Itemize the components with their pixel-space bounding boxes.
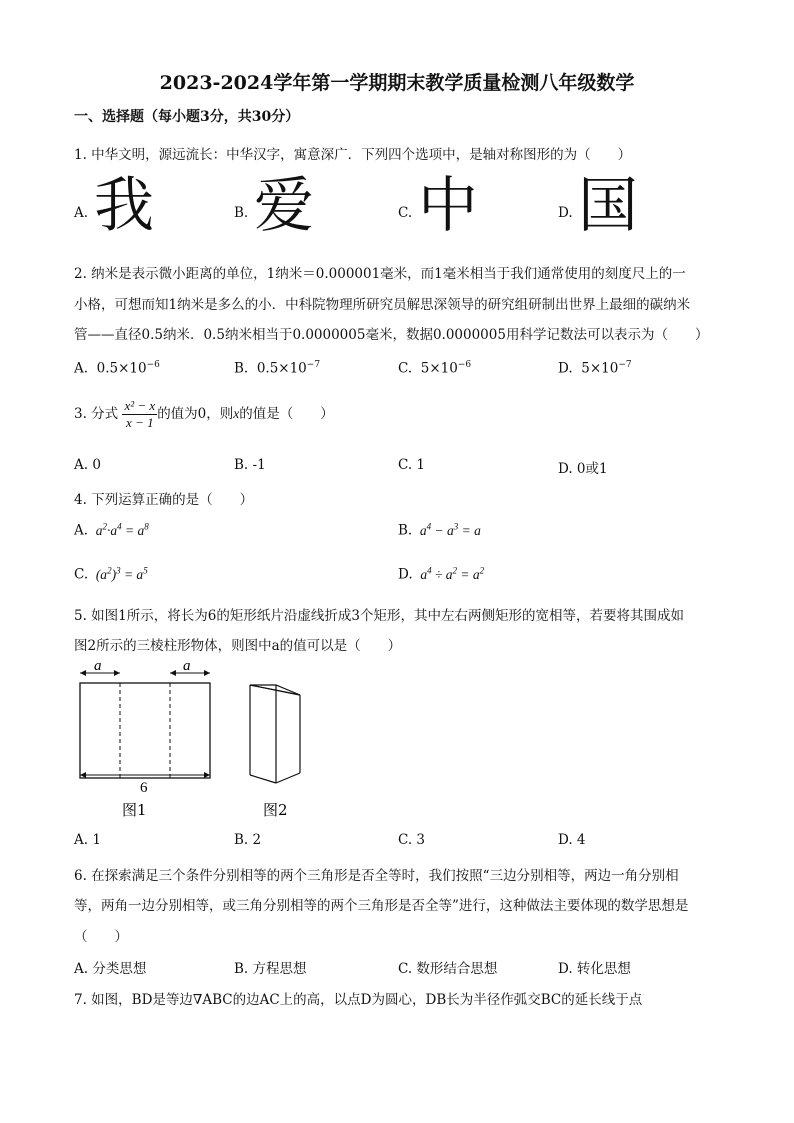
- q6-option-b: B. 方程思想: [234, 961, 307, 977]
- q4-option-c-expr: $(a^2)^3 = a^5$: [92, 565, 148, 582]
- question-4-text: 4. 下列运算正确的是（ ）: [74, 492, 254, 508]
- figure-1-length: 6: [140, 780, 148, 796]
- q5-option-a: A. 1: [74, 832, 101, 848]
- q4-option-c: [74, 565, 148, 583]
- q5-option-b: B. 2: [234, 832, 262, 848]
- q2-option-b-exp: −7: [306, 360, 321, 370]
- question-7-text: 7. 如图，BD是等边∇ABC的边AC上的高，以点D为圆心，DB长为半径作弧交BC的延长线于点: [74, 992, 643, 1008]
- q4-option-b: [398, 521, 481, 539]
- question-6-line-1: 6. 在探索满足三个条件分别相等的两个三角形是否全等时，我们按照“三边分别相等，两边一角分别相: [74, 868, 679, 884]
- q3-numerator: x² − x: [124, 398, 156, 413]
- question-3: [74, 398, 334, 431]
- q3-option-c: C. 1: [398, 457, 426, 473]
- q3-option-a: A. 0: [74, 457, 101, 473]
- q2-option-c: [398, 360, 471, 377]
- question-6-line-3: （ ）: [74, 929, 128, 945]
- q2-option-b: [234, 360, 320, 377]
- q2-option-a-exp: −6: [146, 360, 160, 370]
- q1-option-a-label: A.: [74, 205, 89, 221]
- q5-option-c: C. 3: [398, 832, 426, 848]
- figure-1-drawing: [80, 670, 210, 778]
- question-5-line-2: 图2所示的三棱柱形物体，则图中a的值可以是（ ）: [74, 638, 402, 654]
- q1-option-a-char: 我: [94, 171, 154, 241]
- q4-option-b-label: B.: [398, 522, 413, 539]
- q1-option-c-char: 中: [418, 171, 478, 241]
- q3-suffix-b: 的值是（ ）: [239, 406, 334, 422]
- q4-option-d-label: D.: [398, 566, 413, 583]
- q6-option-c: C. 数形结合思想: [398, 961, 498, 977]
- q5-option-d: D. 4: [558, 832, 586, 848]
- q1-option-d-label: D.: [558, 205, 573, 221]
- q2-option-b-base: 0.5×10: [256, 360, 307, 377]
- q6-option-a: A. 分类思想: [74, 961, 147, 977]
- q4-option-a-expr: $a^2\cdot a^4 = a^8$: [92, 521, 149, 538]
- q2-option-b-label: B.: [234, 360, 249, 377]
- section-heading: 一、选择题（每小题3分，共30分）: [74, 109, 300, 125]
- q4-option-a-label: A.: [74, 522, 89, 539]
- q3-fraction: [122, 398, 157, 431]
- q3-option-d: D. 0或1: [558, 461, 608, 477]
- q3-prefix: 3. 分式: [74, 406, 119, 422]
- q3-denominator: x − 1: [126, 415, 154, 430]
- q1-option-d-char: 国: [578, 171, 638, 241]
- figure-1-a-left: a: [94, 658, 102, 674]
- q2-option-d: [558, 360, 632, 377]
- q1-option-b-char: 爱: [254, 171, 314, 241]
- q2-option-a-base: 0.5×10: [96, 360, 147, 377]
- q2-option-c-base: 5×10: [420, 360, 458, 377]
- q6-option-d: D. 转化思想: [558, 961, 631, 977]
- q1-option-b-label: B.: [234, 205, 249, 221]
- q3-var: x: [233, 406, 240, 421]
- q4-option-a: [74, 521, 149, 539]
- q2-option-d-label: D.: [558, 360, 573, 377]
- question-6-line-2: 等，两角一边分别相等，或三角分别相等的两个三角形是否全等”进行，这种做法主要体现的数学思想是: [74, 898, 689, 914]
- q3-option-b: B. -1: [234, 457, 266, 473]
- q2-option-c-label: C.: [398, 360, 413, 377]
- question-1-text: 1. 中华文明，源远流长：中华汉字，寓意深广．下列四个选项中，是轴对称图形的为（ ）: [74, 147, 632, 163]
- q2-option-a: [74, 360, 160, 377]
- figure-1-caption: 图1: [122, 801, 147, 819]
- q2-option-c-exp: −6: [457, 360, 472, 370]
- q4-option-d: [398, 565, 484, 583]
- q3-suffix-a: 的值为0，则: [157, 406, 234, 422]
- q2-option-d-exp: −7: [618, 360, 632, 370]
- question-2-line-1: 2. 纳米是表示微小距离的单位，1纳米＝0.000001毫米，而1毫米相当于我们通常使用的刻度尺上的一: [74, 266, 686, 282]
- figure-2-caption: 图2: [263, 801, 288, 819]
- question-5-line-1: 5. 如图1所示，将长为6的矩形纸片沿虚线折成3个矩形，其中左右两侧矩形的宽相等，若要将其围成如: [74, 608, 684, 624]
- figure-2-drawing: [250, 685, 300, 783]
- q4-option-c-label: C.: [74, 566, 89, 583]
- figure-1-a-right: a: [183, 658, 191, 674]
- question-2-line-2: 小格，可想而知1纳米是多么的小．中科院物理所研究员解思深领导的研究组研制出世界上最细的碳纳米: [74, 297, 691, 313]
- q4-option-d-expr: $a^4 \div a^2 = a^2$: [416, 565, 485, 582]
- page-title: 2023-2024学年第一学期期末教学质量检测八年级数学: [159, 72, 635, 94]
- q1-option-c-label: C.: [398, 205, 413, 221]
- figure-1-and-2: [70, 655, 310, 825]
- q2-option-d-base: 5×10: [581, 360, 619, 377]
- q4-option-b-expr: $a^4 - a^3 = a$: [416, 521, 481, 538]
- question-2-line-3: 管——直径0.5纳米．0.5纳米相当于0.0000005毫米，数据0.0000005用科学记数法可以表示为（ ）: [74, 327, 709, 343]
- q2-option-a-label: A.: [74, 360, 89, 377]
